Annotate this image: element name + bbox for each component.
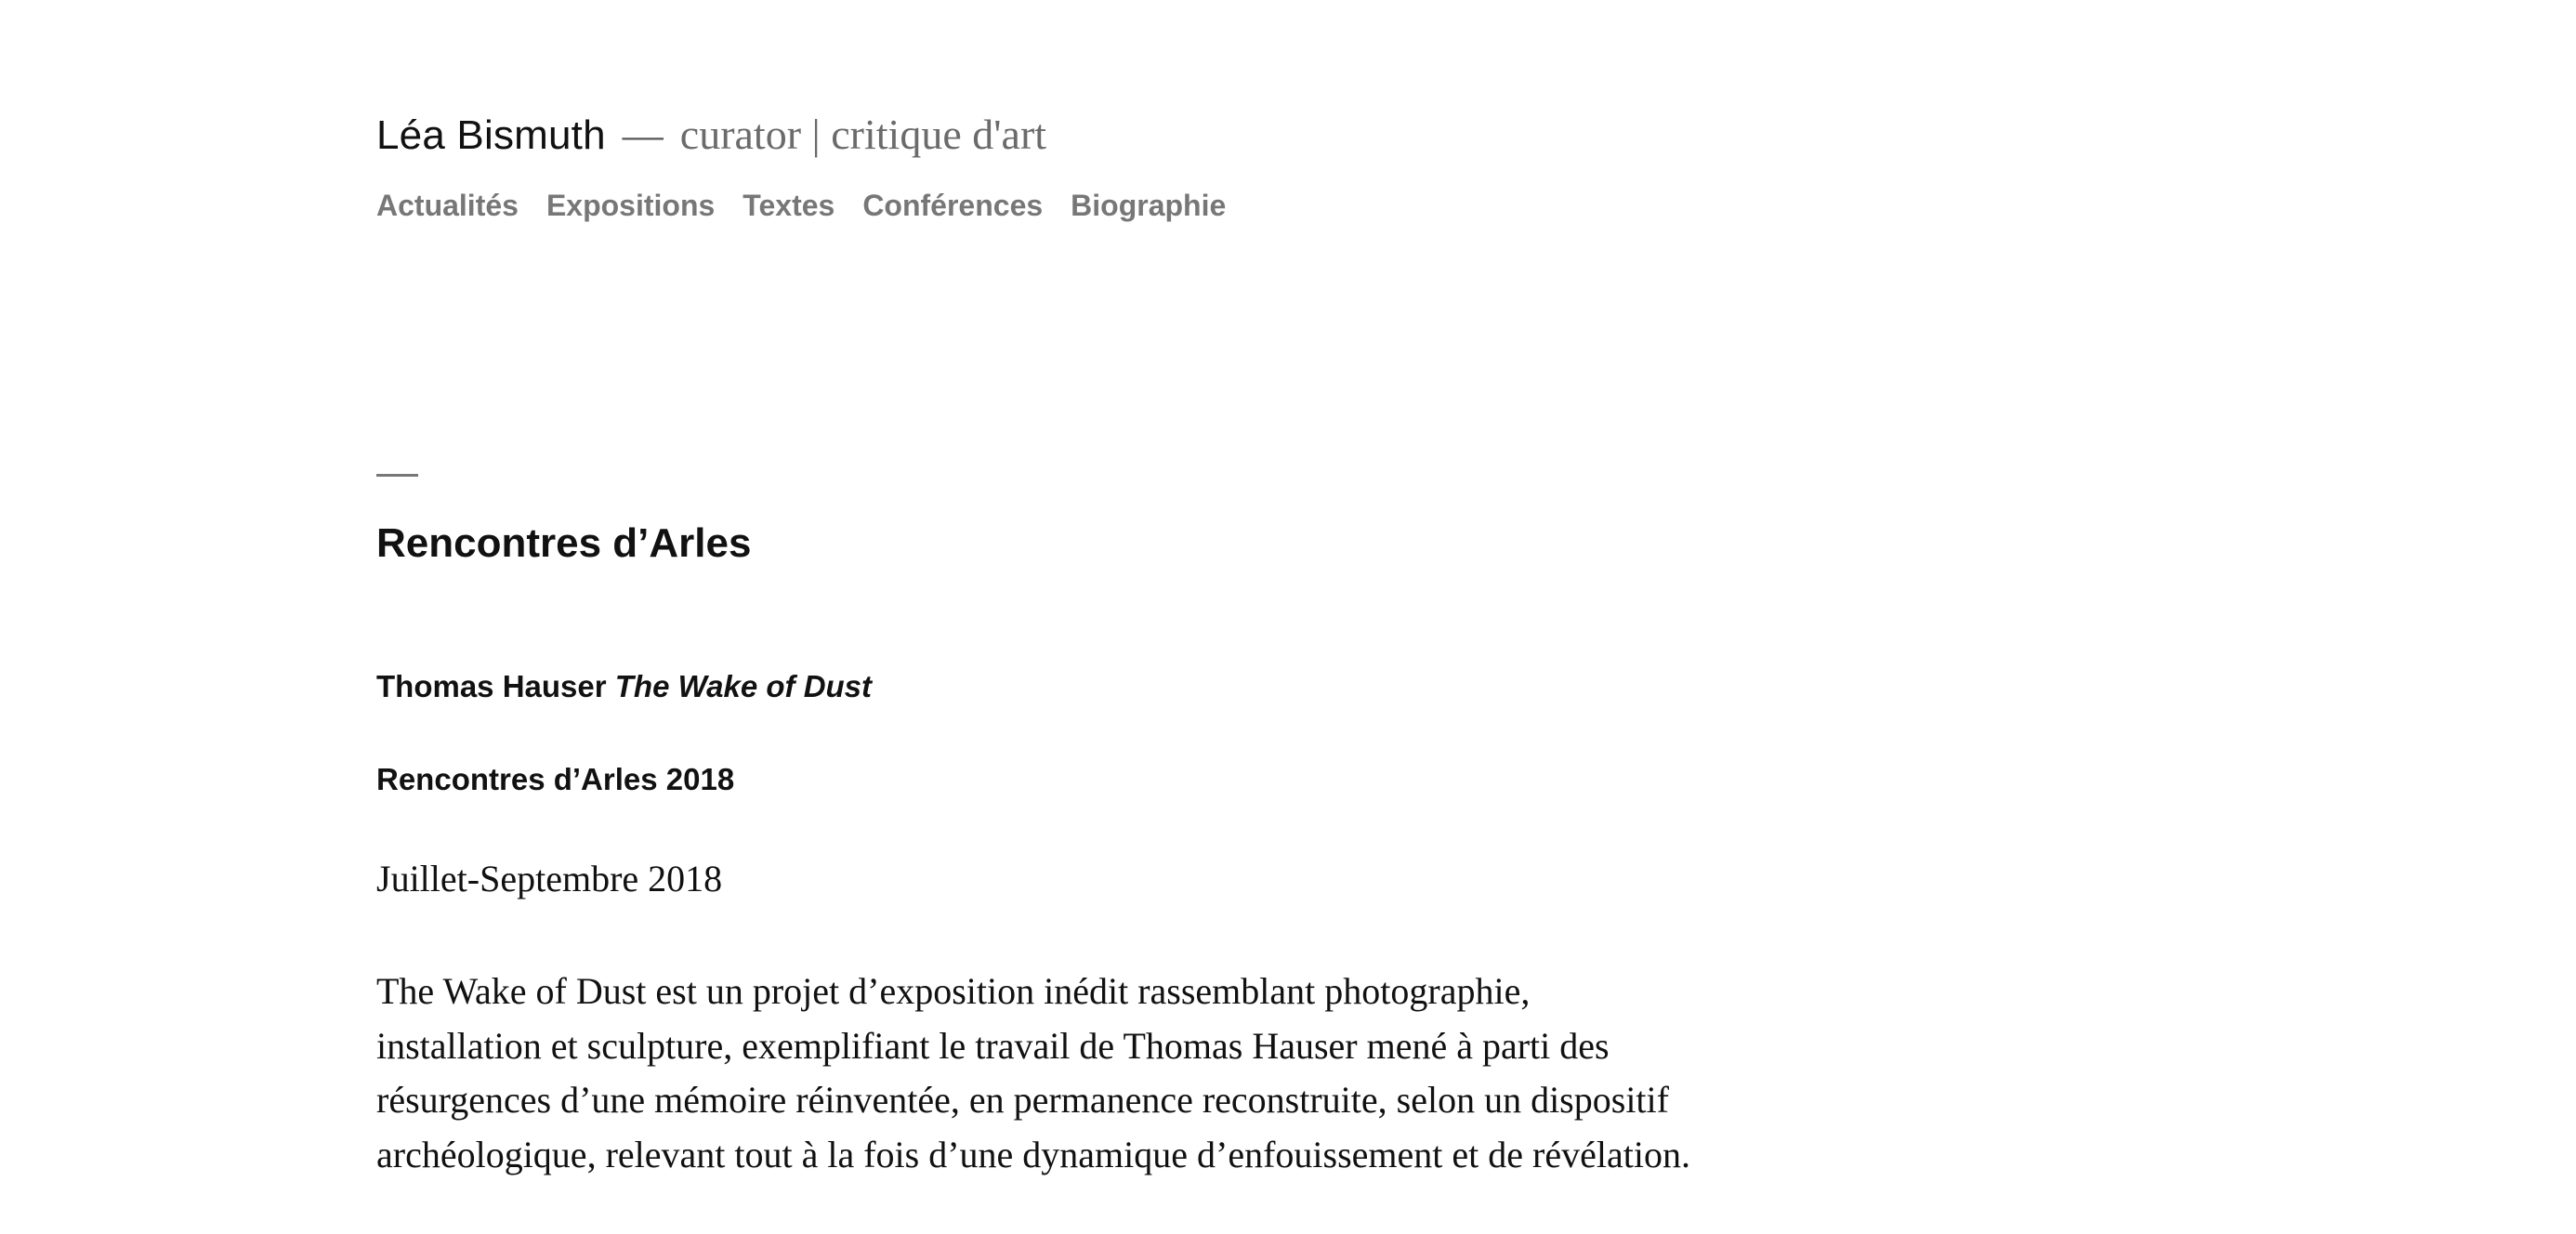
nav-item-expositions[interactable]: Expositions	[545, 189, 716, 222]
artist-name: Thomas Hauser	[376, 669, 607, 703]
site-header	[376, 110, 1046, 159]
title-divider	[376, 474, 418, 477]
event-dates: Juillet-Septembre 2018	[376, 858, 723, 899]
title-separator: —	[622, 112, 664, 158]
work-title: The Wake of Dust	[614, 669, 873, 703]
site-title-link[interactable]: Léa Bismuth	[376, 112, 606, 158]
event-name: Rencontres d’Arles 2018	[376, 762, 735, 796]
nav-item-textes[interactable]: Textes	[743, 189, 835, 222]
nav-item-conferences[interactable]: Conférences	[862, 189, 1044, 222]
article-body: The Wake of Dust est un projet d’exposition inédit rassemblant photographie, installation et sculpture, exemplifiant le travail de Thomas Hauser mené à parti des résurgences d’une mémoire réinventée, en permanence reconstruite, selon un dispositif archéologique, relevant tout à la fois d’une dynamique d’enfouissement et de révélation.	[376, 970, 1690, 1175]
nav-item-actualites[interactable]: Actualités	[376, 189, 519, 222]
site-tagline: curator | critique d'art	[679, 111, 1047, 158]
page-title: Rencontres d’Arles	[376, 520, 752, 566]
main-nav	[376, 189, 1226, 223]
nav-item-biographie[interactable]: Biographie	[1071, 189, 1227, 222]
artist-and-work	[376, 669, 872, 704]
